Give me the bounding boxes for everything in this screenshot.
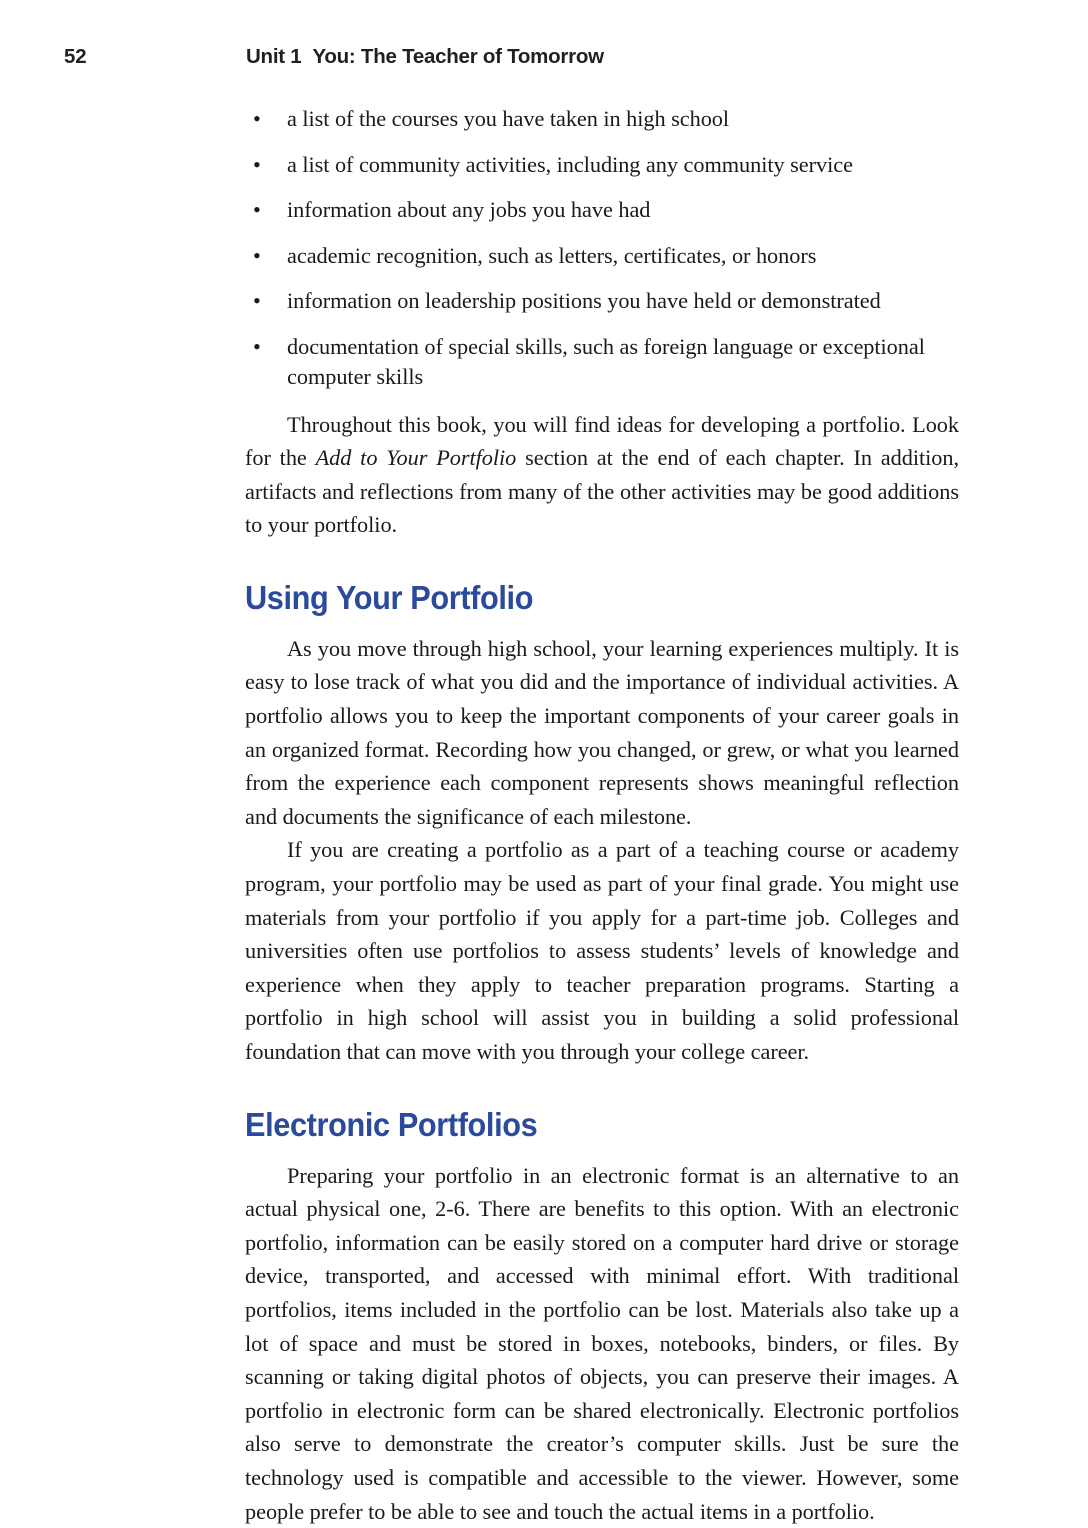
header-unit-title: You: The Teacher of Tomorrow bbox=[312, 45, 604, 68]
list-item-text: a list of community activities, including any community service bbox=[287, 151, 853, 177]
add-to-portfolio-italic: Add to Your Portfolio bbox=[315, 445, 517, 471]
bullet-icon: • bbox=[253, 106, 261, 131]
section-using-your-portfolio bbox=[245, 578, 959, 618]
list-item bbox=[245, 332, 959, 392]
header-unit-label: Unit 1 bbox=[246, 45, 302, 68]
body-paragraph: Preparing your portfolio in an electronic format is an alternative to an actual physical one, 2-6. There are benefits to this option. With an electronic portfolio, information can be easily stored on a computer hard drive or storage device, transported, and accessed with minimal effort. With traditional portfolios, items included in the portfolio can be lost. Materials also take up a lot of space and must be stored in boxes, notebooks, binders, or files. By scanning or taking digital photos of objects, you can preserve their images. A portfolio in electronic form can be shared electronically. Electronic portfolios also serve to demonstrate the creator’s computer skills. Just be sure the technology used is compatible and accessible to the viewer. However, some people prefer to be able to see and touch the actual items in a portfolio. bbox=[245, 1162, 959, 1524]
list-item bbox=[245, 150, 959, 180]
list-item-text: documentation of special skills, such as foreign language or exceptional computer skills bbox=[287, 333, 925, 389]
body-paragraph: As you move through high school, your learning experiences multiply. It is easy to lose track of what you did and the importance of individual activities. A portfolio allows you to keep the important components of your career goals in an organized format. Recording how you changed, or grew, or what you learned from the experience each component represents shows meaningful reflection and documents the significance of each milestone. bbox=[245, 635, 959, 829]
section-heading: Using Your Portfolio bbox=[245, 578, 534, 616]
portfolio-items-list bbox=[245, 104, 959, 392]
page-number: 52 bbox=[64, 45, 87, 68]
intro-paragraph bbox=[245, 408, 959, 542]
body-paragraph: If you are creating a portfolio as a part of a teaching course or academy program, your portfolio may be used as part of your final grade. You might use materials from your portfolio if you apply for a part-time job. Colleges and universities often use portfolios to assess students’ levels of knowledge and experience when they apply to teacher preparation programs. Starting a portfolio in high school will assist you in building a solid professional foundation that can move with you through your college career. bbox=[245, 837, 959, 1064]
intro-text-before: Throughout this book, you will find ideas for developing a portfolio. Look for the bbox=[245, 411, 959, 471]
bullet-icon: • bbox=[253, 197, 261, 222]
text-column bbox=[245, 104, 959, 1528]
running-header bbox=[0, 44, 1088, 78]
bullet-icon: • bbox=[253, 242, 261, 268]
bullet-icon: • bbox=[253, 288, 261, 313]
list-item-text: information about any jobs you have had bbox=[287, 197, 651, 222]
header-title bbox=[246, 44, 604, 70]
list-item-text: academic recognition, such as letters, certificates, or honors bbox=[287, 242, 817, 268]
list-item bbox=[245, 195, 959, 225]
section-electronic-portfolios bbox=[245, 1105, 959, 1145]
list-item-text: information on leadership positions you have held or demonstrated bbox=[287, 288, 881, 313]
intro-text-after: section at the end of each chapter. In addition, artifacts and reflections from many of the other activities may be good additions to your portfolio. bbox=[245, 445, 959, 538]
list-item bbox=[245, 241, 959, 271]
list-item bbox=[245, 104, 959, 134]
bullet-icon: • bbox=[253, 151, 261, 177]
bullet-icon: • bbox=[253, 333, 261, 359]
list-item bbox=[245, 286, 959, 316]
section-heading: Electronic Portfolios bbox=[245, 1105, 538, 1143]
list-item-text: a list of the courses you have taken in high school bbox=[287, 106, 730, 131]
